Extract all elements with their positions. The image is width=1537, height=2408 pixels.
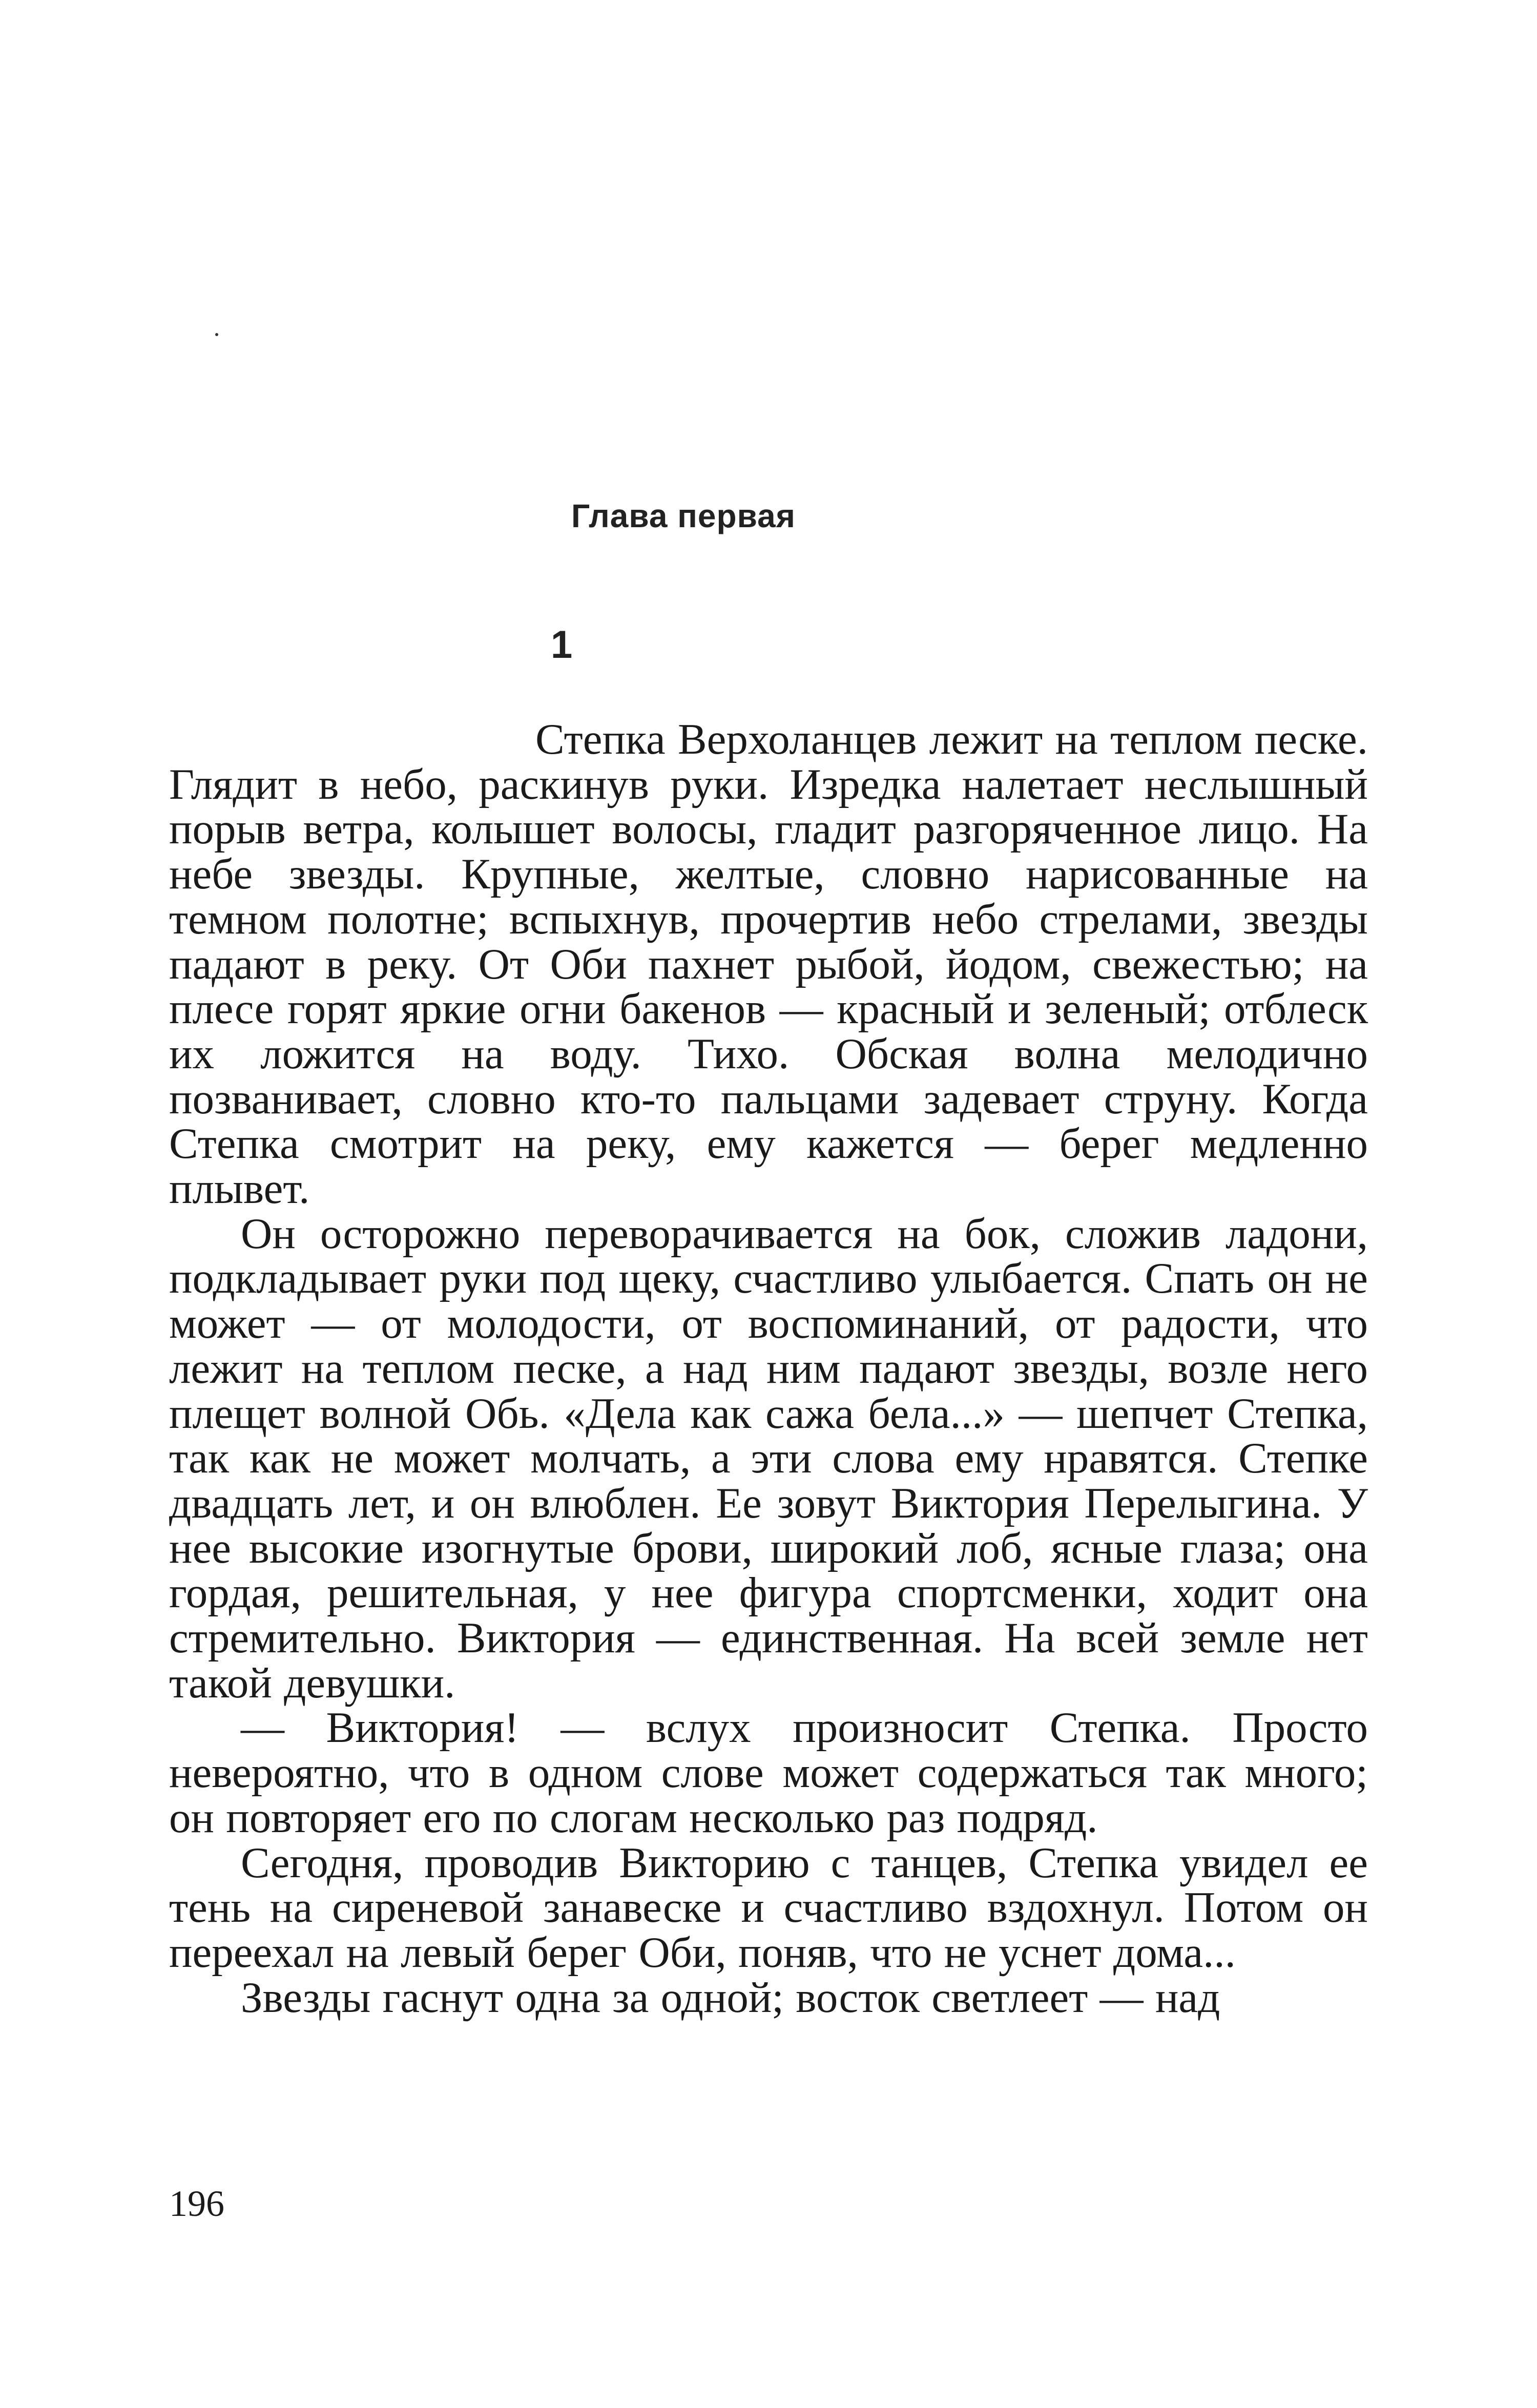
paragraph-5: Звезды гаснут одна за одной; восток светлеет — над [241, 1973, 1220, 2022]
chapter-title: Глава первая [571, 497, 796, 534]
paragraph-3: — Виктория! — вслух произносит Степка. Просто невероятно, что в одном слове может содержаться так много; он повторяет его по слогам несколько раз подряд. [169, 1704, 1368, 1842]
paragraph-4: Сегодня, проводив Викторию с танцев, Степка увидел ее тень на сиреневой занавеске и счастливо вздохнул. Потом он переехал на левый берег Оби, поняв, что не уснет дома... [169, 1838, 1368, 1977]
section-number: 1 [551, 623, 573, 667]
body-text [169, 717, 1368, 2020]
page-number: 196 [169, 2183, 224, 2224]
scan-speck [215, 333, 218, 336]
paragraph-2: Он осторожно переворачивается на бок, сложив ладони, подкладывает руки под щеку, счастливо улыбается. Спать он не может — от молодости, от воспоминаний, от радости, что лежит на теплом песке, а над ним падают звезды, возле него плещет волной Обь. «Дела как сажа бела...» — шепчет Степка, так как не может молчать, а эти слова ему нравятся. Степке двадцать лет, и он влюблен. Ее зовут Виктория Перелыгина. У нее высокие изогнутые брови, широкий лоб, ясные глаза; она гордая, решительная, у нее фигура спортсменки, ходит она стремительно. Виктория — единственная. На всей земле нет такой девушки. [169, 1209, 1368, 1707]
paragraph-1: Степка Верхоланцев лежит на теплом песке. Глядит в небо, раскинув руки. Изредка налетает неслышный порыв ветра, колышет волосы, гладит разгоряченное лицо. На небе звезды. Крупные, желтые, словно нарисованные на темном полотне; вспыхнув, прочертив небо стрелами, звезды падают в реку. От Оби пахнет рыбой, йодом, свежестью; на плесе горят яркие огни бакенов — красный и зеленый; отблеск их ложится на воду. Тихо. Обская волна мелодично позванивает, словно кто-то пальцами задевает струну. Когда Степка смотрит на реку, ему кажется — берег медленно плывет. [169, 715, 1368, 1213]
